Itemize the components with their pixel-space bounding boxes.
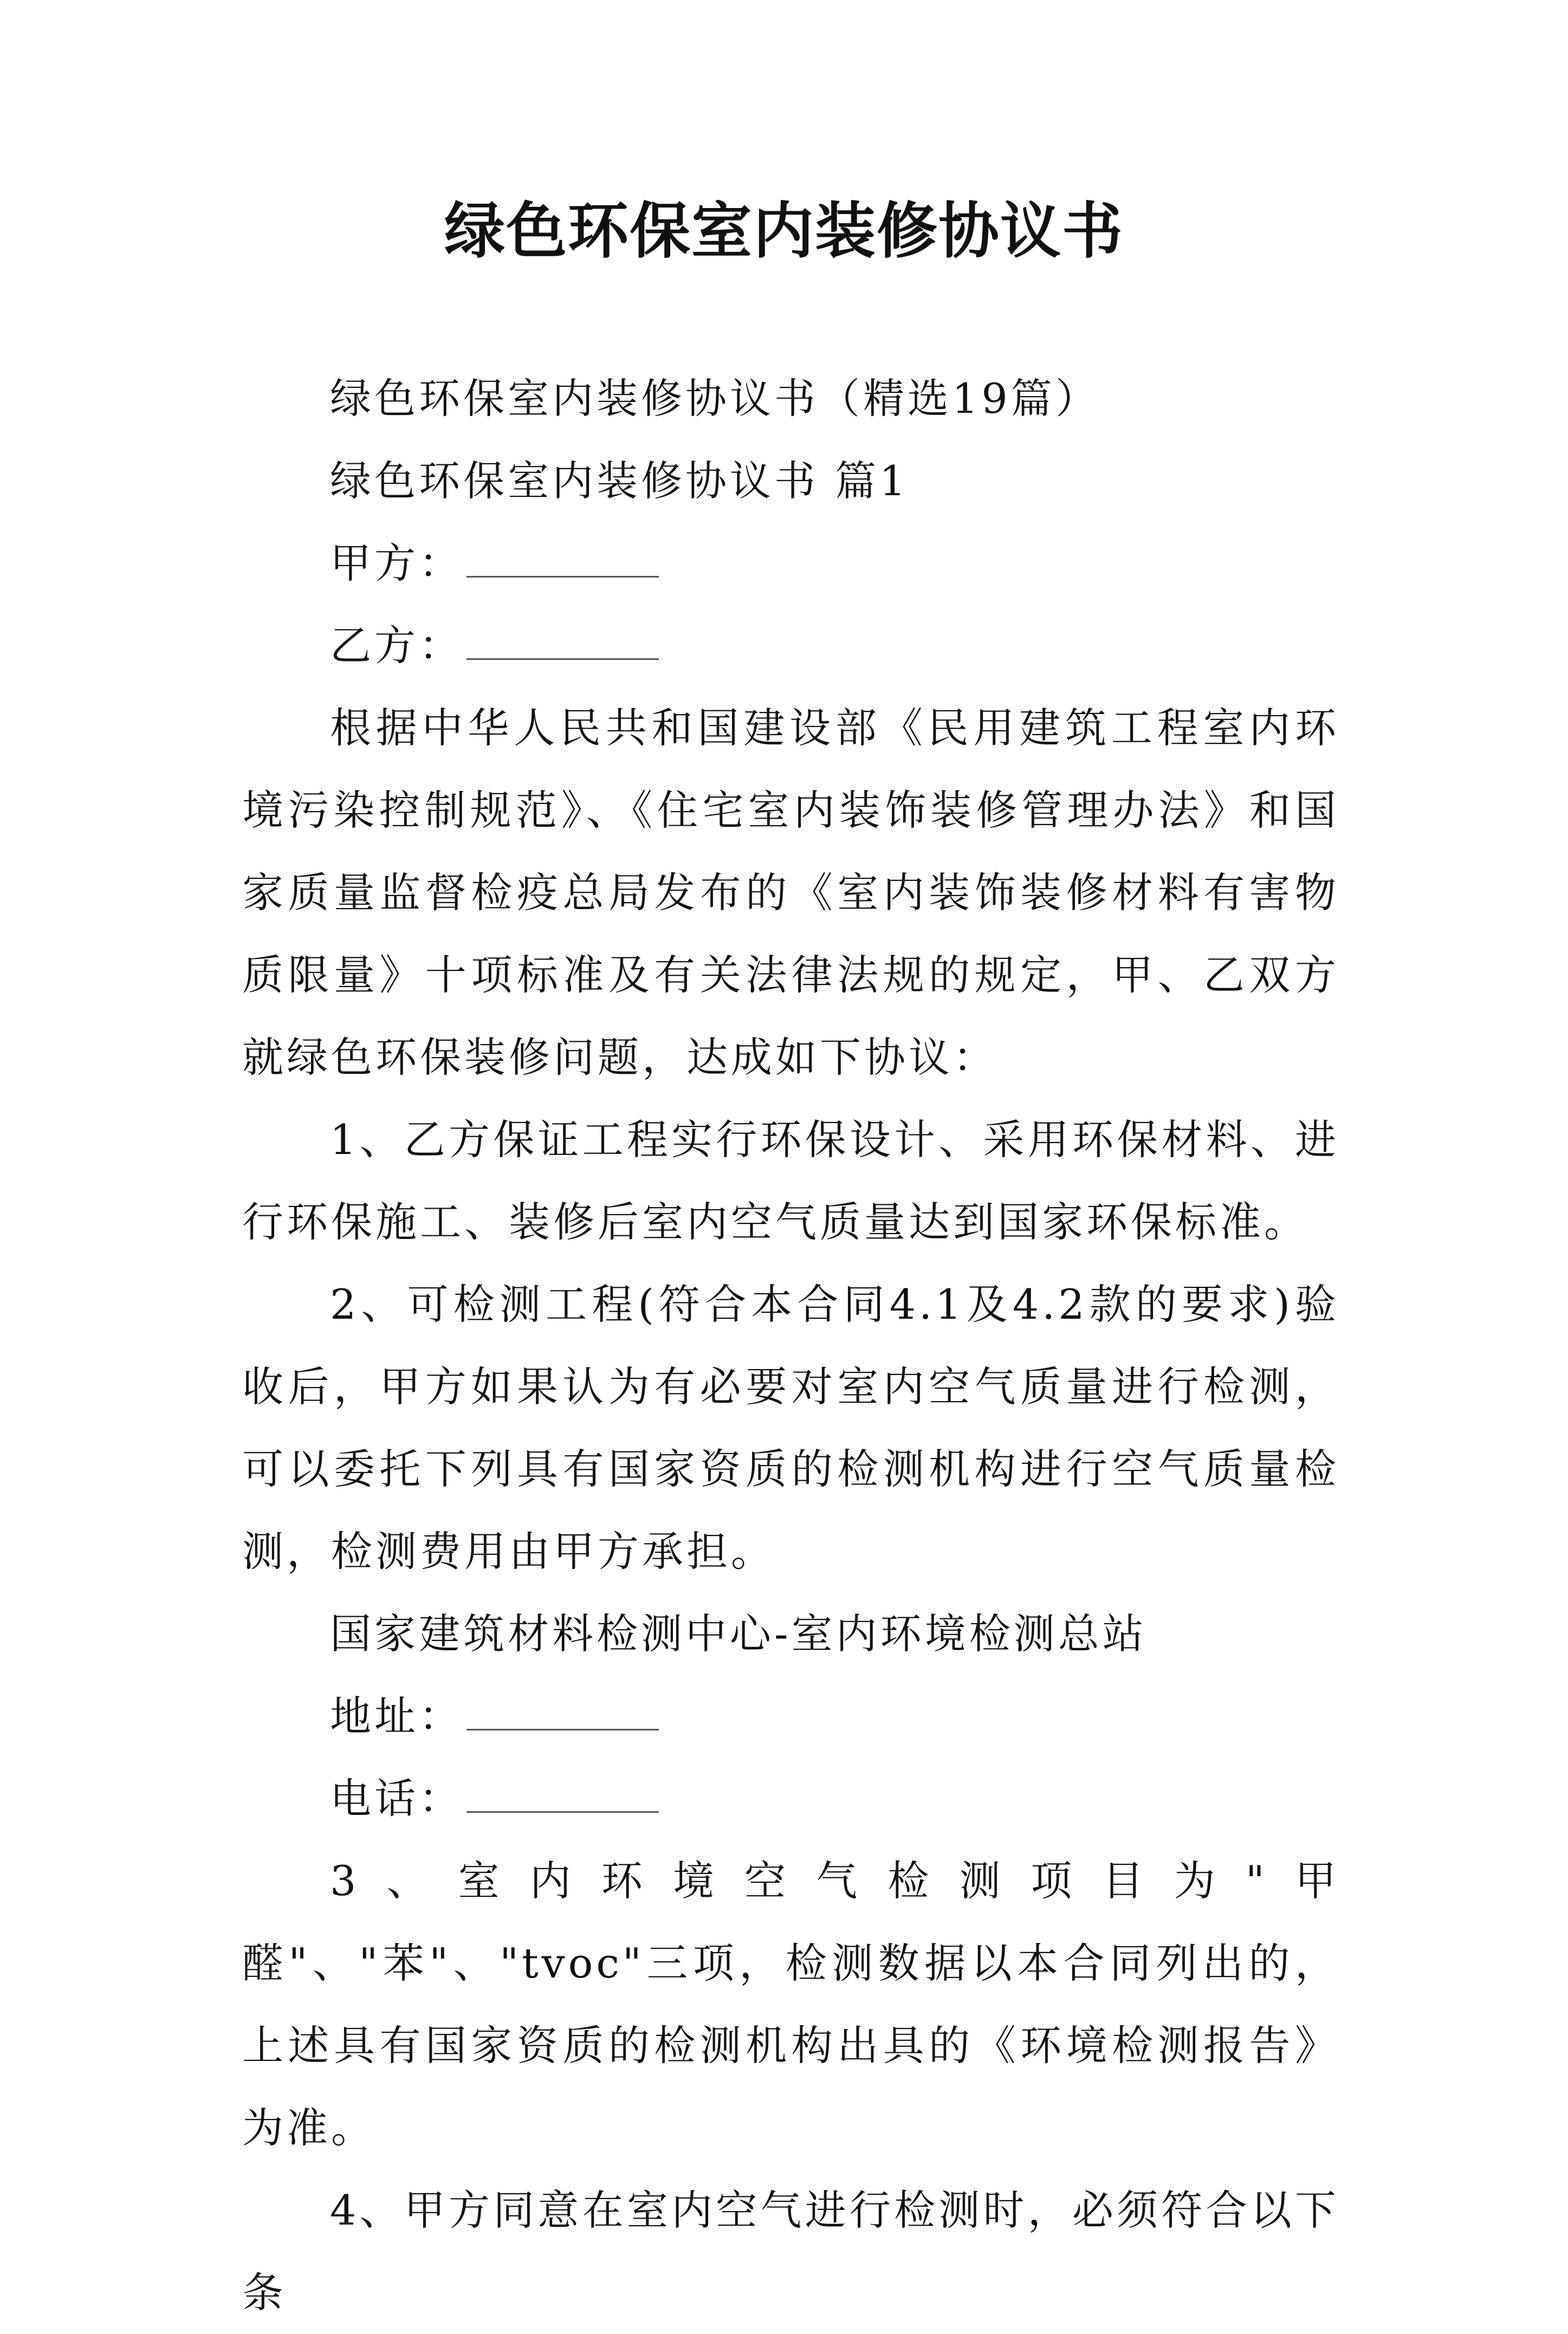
clause-3: 3、室内环境空气检测项目为"甲醛"、"苯"、"tvoc"三项，检测数据以本合同列出的，上述具有国家资质的检测机构出具的《环境检测报告》为准。 [242, 1857, 1339, 2152]
party-b-blank [466, 626, 659, 660]
agency-name: 国家建筑材料检测中心-室内环境检测总站 [330, 1610, 1147, 1658]
address-label: 地址： [330, 1692, 463, 1740]
phone-label: 电话： [330, 1774, 463, 1823]
clause-2: 2、可检测工程(符合本合同4.1及4.2款的要求)验收后，甲方如果认为有必要对室内空气质量进行检测，可以委托下列具有国家资质的检测机构进行空气质量检测，检测费用由甲方承担。 [242, 1280, 1339, 1576]
party-a-label: 甲方： [330, 539, 463, 587]
address-line [242, 1675, 1339, 1758]
intro-paragraph: 根据中华人民共和国建设部《民用建筑工程室内环境污染控制规范》、《住宅室内装饰装修管理办法》和国家质量监督检疫总局发布的《室内装饰装修材料有害物质限量》十项标准及有关法律法规的规定，甲、乙双方就绿色环保装修问题，达成如下协议： [242, 704, 1339, 1081]
phone-line [242, 1758, 1339, 1840]
document-body [242, 358, 1339, 2334]
party-a-blank [466, 543, 659, 578]
document-title: 绿色环保室内装修协议书 [444, 196, 1124, 267]
address-blank [466, 1696, 659, 1730]
section-heading: 绿色环保室内装修协议书 篇1 [330, 457, 909, 505]
clause-4: 4、甲方同意在室内空气进行检测时，必须符合以下条 [242, 2186, 1339, 2317]
phone-blank [466, 1779, 659, 1813]
clause-1: 1、乙方保证工程实行环保设计、采用环保材料、进行环保施工、装修后室内空气质量达到国家环保标准。 [242, 1116, 1339, 1246]
party-b-label: 乙方： [330, 621, 463, 670]
subtitle: 绿色环保室内装修协议书（精选19篇） [330, 374, 1100, 423]
party-a-line [242, 522, 1339, 605]
party-b-line [242, 605, 1339, 687]
